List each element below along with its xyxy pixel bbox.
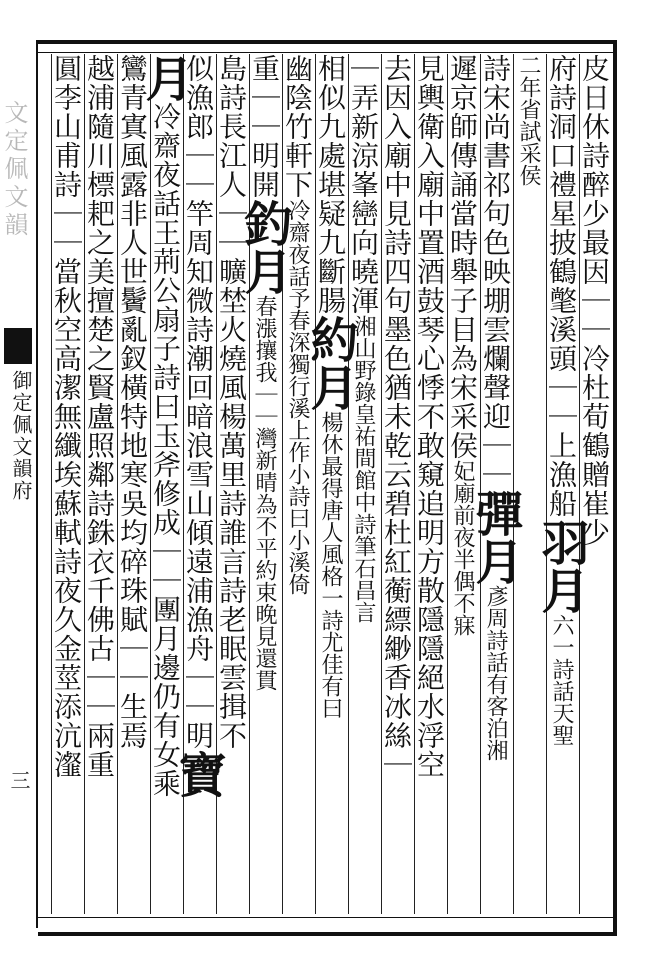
headword: 羽 <box>533 518 589 566</box>
headword: 月 <box>302 363 358 411</box>
text-column <box>514 54 546 914</box>
annotation-text: 六一詩話天聖 <box>549 614 574 746</box>
body-text: 似漁郎｜｜竿周知微詩潮回暗浪雪山傾遠浦漁舟｜｜明 <box>182 54 215 750</box>
annotation-text: 二年省試采侯 <box>516 54 541 186</box>
headword: 月 <box>137 54 193 102</box>
headword: 約 <box>302 315 358 363</box>
body-text: 圓李山甫詩｜｜當秋空高潔無纖埃蘇軾詩夜久金莖添沆瀣 <box>50 54 83 779</box>
headword: 月 <box>533 566 589 614</box>
body-text: 去因入廟中見詩四句墨色猶未乾云碧杜紅蘅縹緲香冰絲｜ <box>380 54 413 779</box>
body-text: 府詩洞口禮星披鶴氅溪頭｜｜上漁船 <box>545 54 578 518</box>
body-text: 詩宋尚書祁句色映堋雲爛聲迎｜｜ <box>479 54 512 489</box>
text-column <box>52 54 84 914</box>
body-text: 冷齋夜話王荊公扇子詩曰玉斧修成｜｜團月邊仍有女乘 <box>149 102 182 798</box>
text-column <box>170 54 226 914</box>
headword: 釣 <box>236 199 292 247</box>
text-column <box>283 54 315 914</box>
book-spine <box>0 40 38 928</box>
body-text: 島詩長江人｜｜曠埜火燒風楊萬里詩誰言詩老眠雲揖不 <box>215 54 248 750</box>
body-text: 幽陰竹軒下 <box>281 54 314 199</box>
annotation-text: 楊休最得唐人風格一詩尤佳有曰 <box>318 411 343 719</box>
text-column <box>448 54 480 914</box>
annotation-text: 彥周詩話有客泊湘 <box>483 585 508 761</box>
text-column <box>236 54 292 914</box>
body-text: 遲京師傳誦當時舉子目為宋采侯 <box>446 54 479 460</box>
text-column <box>85 54 117 914</box>
body-text: 越浦隨川標耙之美擅楚之賢盧照鄰詩銖衣千佛古｜｜兩重 <box>83 54 116 779</box>
headword: 月 <box>467 537 523 585</box>
text-column <box>580 54 612 914</box>
text-column <box>118 54 150 914</box>
spine-title: 御定佩文韻府 <box>9 370 33 502</box>
text-column <box>349 54 381 914</box>
body-text: 相似九處堪疑九斷腸 <box>314 54 347 315</box>
body-text: 皮日休詩醉少最因｜｜冷杜荀鶴贈崔少 <box>578 54 611 547</box>
annotation-text: 冷齋夜話予春深獨行溪上作小詩曰小溪倚 <box>285 199 310 595</box>
spine-fishtail-mark <box>4 328 32 364</box>
body-text: 鸞青寘風露非人世鬢亂釵橫特地寒吳均碎珠賦｜｜生焉 <box>116 54 149 750</box>
text-column <box>415 54 447 914</box>
headword: 彈 <box>467 489 523 537</box>
text-column <box>467 54 523 914</box>
body-text: ｜弄新涼峯巒向曉渾 <box>347 54 380 315</box>
headword: 寶 <box>170 750 226 798</box>
headword: 月 <box>236 247 292 295</box>
body-text: 見輿衛入廟中置酒鼓琴心悸不敢窺追明方散隱隱絕水浮空 <box>413 54 446 779</box>
body-text: 重｜｜明開 <box>248 54 281 199</box>
text-column <box>137 54 193 914</box>
text-column <box>302 54 358 914</box>
spine-faded-text: 文定佩文韻 <box>0 100 28 240</box>
page-number: 三 <box>7 770 31 790</box>
annotation-text: 湘山野錄皇祐間館中詩筆石昌言 <box>351 315 376 623</box>
annotation-text: 春漲攘我｜｜灣新晴為不平約束晚見還貫 <box>252 295 277 691</box>
text-column <box>382 54 414 914</box>
annotation-text: 妃廟前夜半偶不寐 <box>450 460 475 636</box>
text-column <box>533 54 589 914</box>
